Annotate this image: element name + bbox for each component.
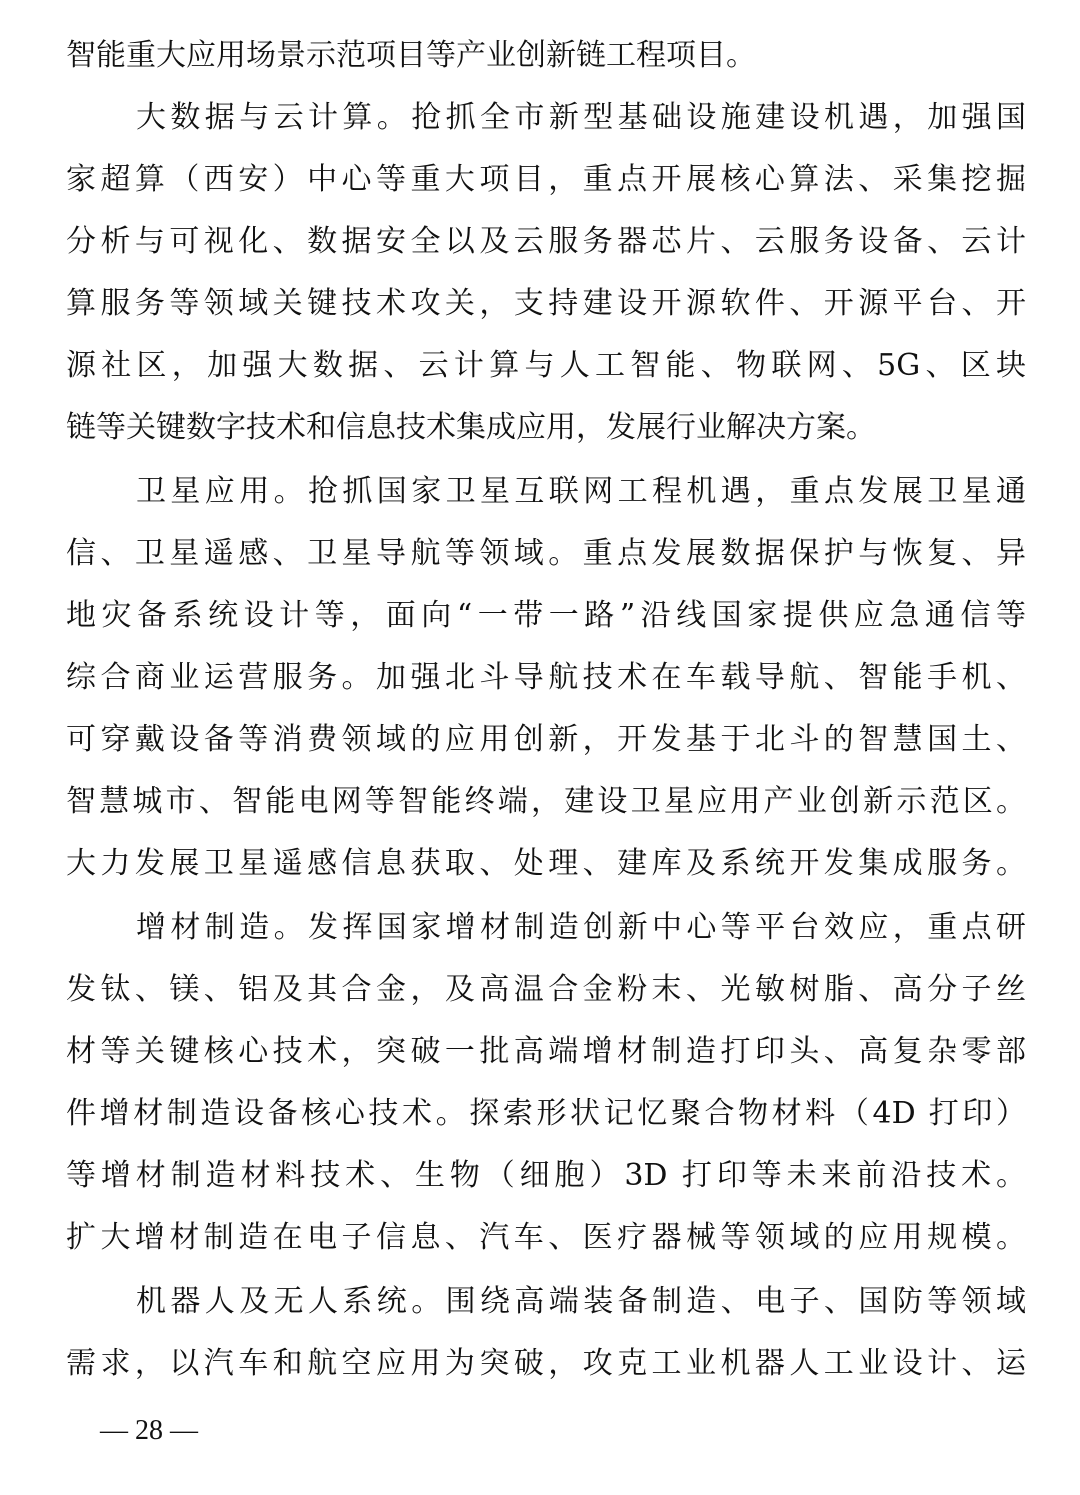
- text-line: 链等关键数字技术和信息技术集成应用，发展行业解决方案。: [66, 410, 876, 445]
- text-line: 智慧城市、智能电网等智能终端，建设卫星应用产业创新示范区。: [66, 784, 1026, 819]
- text-line: 等增材制造材料技术、生物（细胞）3D 打印等未来前沿技术。: [66, 1158, 1026, 1193]
- text-line: 发钛、镁、铝及其合金，及高温合金粉末、光敏树脂、高分子丝: [66, 972, 1026, 1007]
- text-line: 家超算（西安）中心等重大项目，重点开展核心算法、采集挖掘: [66, 162, 1026, 197]
- text-line: 地灾备系统设计等，面向“一带一路”沿线国家提供应急通信等: [66, 598, 1026, 633]
- text-line: 算服务等领域关键技术攻关，支持建设开源软件、开源平台、开: [66, 286, 1026, 321]
- text-line: 大数据与云计算。抢抓全市新型基础设施建设机遇，加强国: [136, 100, 1026, 135]
- text-line: 卫星应用。抢抓国家卫星互联网工程机遇，重点发展卫星通: [136, 474, 1026, 509]
- text-line: 增材制造。发挥国家增材制造创新中心等平台效应，重点研: [136, 910, 1026, 945]
- text-line: 分析与可视化、数据安全以及云服务器芯片、云服务设备、云计: [66, 224, 1026, 259]
- text-line: 材等关键核心技术，突破一批高端增材制造打印头、高复杂零部: [66, 1034, 1026, 1069]
- text-line: 信、卫星遥感、卫星导航等领域。重点发展数据保护与恢复、异: [66, 536, 1026, 571]
- text-line: 需求，以汽车和航空应用为突破，攻克工业机器人工业设计、运: [66, 1346, 1026, 1381]
- text-line: 源社区，加强大数据、云计算与人工智能、物联网、5G、区块: [66, 348, 1026, 383]
- text-line: 机器人及无人系统。围绕高端装备制造、电子、国防等领域: [136, 1284, 1026, 1319]
- text-line: 扩大增材制造在电子信息、汽车、医疗器械等领域的应用规模。: [66, 1220, 1026, 1255]
- text-line: 智能重大应用场景示范项目等产业创新链工程项目。: [66, 38, 756, 73]
- text-line: 件增材制造设备核心技术。探索形状记忆聚合物材料（4D 打印）: [66, 1096, 1026, 1131]
- text-line: 可穿戴设备等消费领域的应用创新，开发基于北斗的智慧国土、: [66, 722, 1026, 757]
- text-line: 大力发展卫星遥感信息获取、处理、建库及系统开发集成服务。: [66, 846, 1026, 881]
- page-number: — 28 —: [100, 1415, 198, 1446]
- text-line: 综合商业运营服务。加强北斗导航技术在车载导航、智能手机、: [66, 660, 1026, 695]
